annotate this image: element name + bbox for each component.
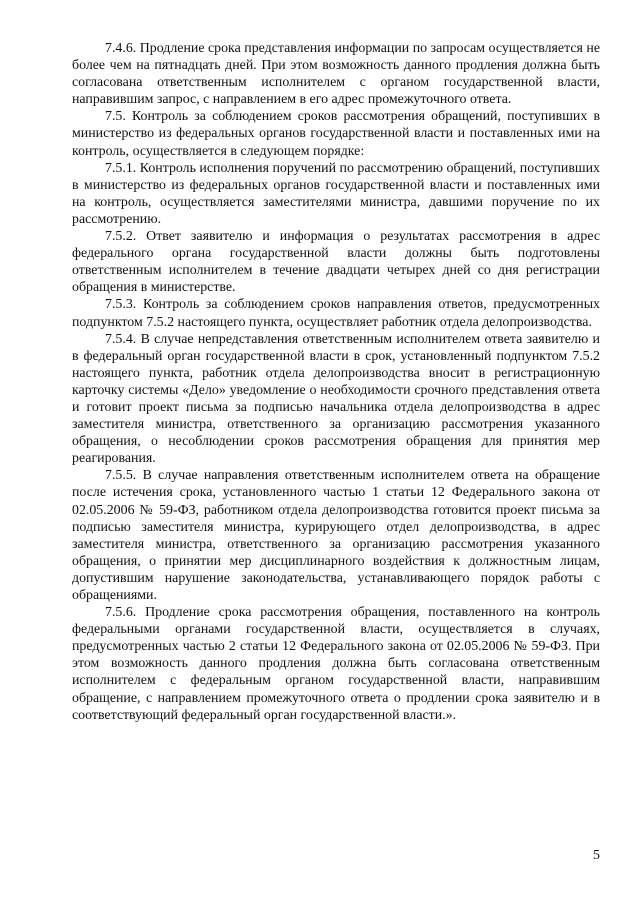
paragraph-7-5-2: 7.5.2. Ответ заявителю и информация о результатах рассмотрения в адрес федерального органа государственной власти должны быть подготовлены ответственным исполнителем в течение двадцати четырех дней со дня регистрации обращения в министерстве. (72, 229, 600, 296)
paragraph-7-5: 7.5. Контроль за соблюдением сроков рассмотрения обращений, поступивших в министерство из федеральных органов государственной власти и поставленных ими на контроль, осуществляется в следующем порядке: (72, 109, 600, 159)
paragraph-7-4-6: 7.4.6. Продление срока представления информации по запросам осуществляется не более чем на пятнадцать дней. При этом возможность данного продления должна быть согласована ответственным исполнителем с органом государственной власти, направившим запрос, с направлением в его адрес промежуточного ответа. (72, 41, 600, 108)
page-number: 5 (593, 848, 600, 863)
paragraph-7-5-5: 7.5.5. В случае направления ответственным исполнителем ответа на обращение после истечения срока, установленного частью 1 статьи 12 Федерального закона от 02.05.2006 № 59-ФЗ, работником отдела делопроизводства готовится проект письма за подписью заместителя министра, курирующего отдел делопроизводства, в адрес заместителя министра, ответственного за организацию рассмотрения указанного обращения, о принятии мер дисциплинарного воздействия к должностным лицам, допустившим нарушение законодательства, устанавливающего порядок работы с обращениями. (72, 468, 600, 603)
paragraph-7-5-3: 7.5.3. Контроль за соблюдением сроков направления ответов, предусмотренных подпунктом 7.5.2 настоящего пункта, осуществляет работник отдела делопроизводства. (72, 297, 600, 330)
document-page (72, 40, 600, 724)
paragraph-7-5-1: 7.5.1. Контроль исполнения поручений по рассмотрению обращений, поступивших в министерство из федеральных органов государственной власти и поставленных ими на контроль, осуществляется заместителями министра, давшими поручение по их рассмотрению. (72, 160, 600, 227)
paragraph-7-5-4: 7.5.4. В случае непредставления ответственным исполнителем ответа заявителю и в федеральный орган государственной власти в срок, установленный подпунктом 7.5.2 настоящего пункта, работник отдела делопроизводства вносит в регистрационную карточку системы «Дело» уведомление о необходимости срочного представления ответа и готовит проект письма за подписью начальника отдела делопроизводства в адрес заместителя министра, ответственного за организацию рассмотрения указанного обращения, о несоблюдении сроков рассмотрения обращения для принятия мер реагирования. (72, 331, 600, 467)
paragraph-7-5-6: 7.5.6. Продление срока рассмотрения обращения, поставленного на контроль федеральными органами государственной власти, осуществляется в случаях, предусмотренных частью 2 статьи 12 Федерального закона от 02.05.2006 № 59-ФЗ. При этом возможность данного продления должна быть согласована ответственным исполнителем с федеральным органом государственной власти, направившим обращение, с направлением промежуточного ответа о продлении срока заявителю и в соответствующий федеральный орган государственной власти.». (72, 605, 600, 723)
